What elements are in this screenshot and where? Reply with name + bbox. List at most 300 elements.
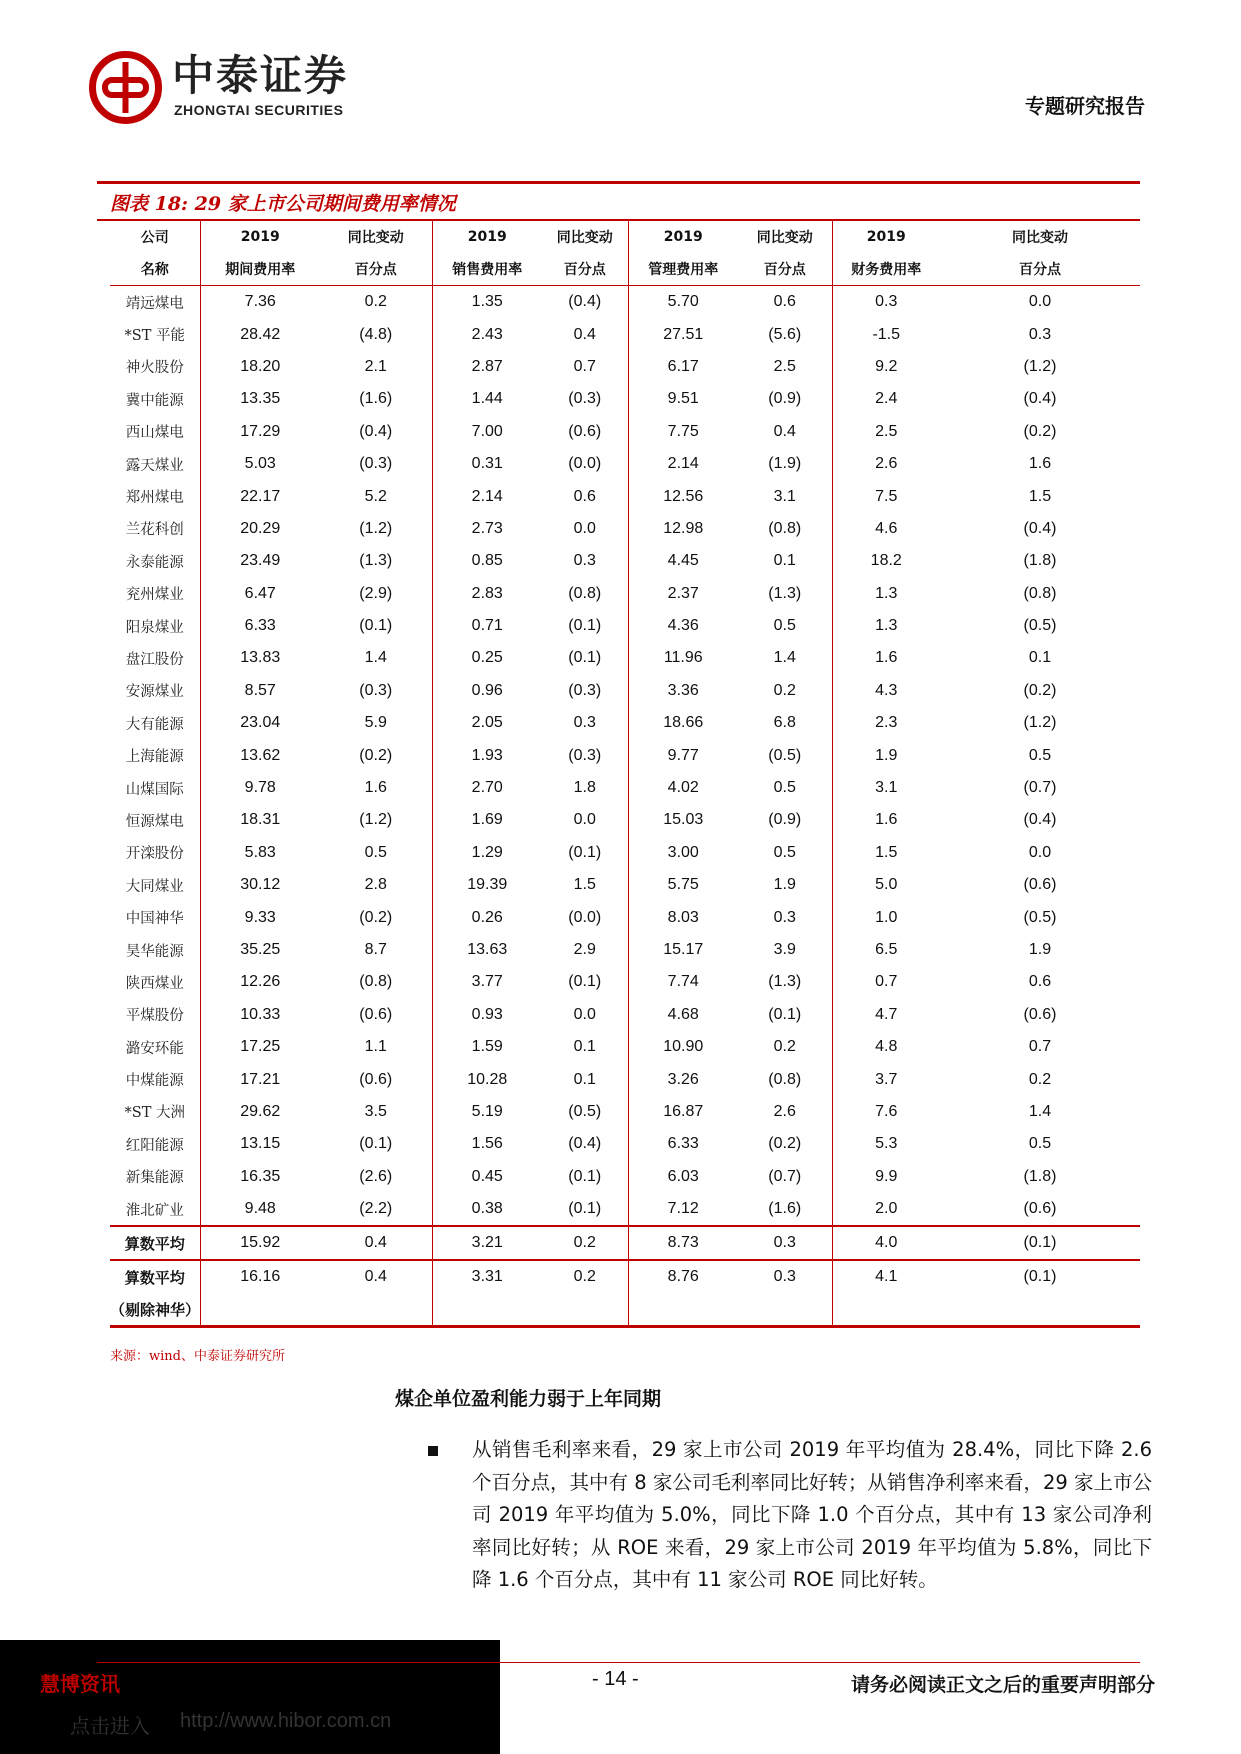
figure-source: 来源：wind、中泰证券研究所 [110,1349,285,1364]
table-cell: 0.2 [773,1038,796,1056]
table-cell: 0.2 [364,293,387,311]
table-cell: 0.5 [1028,746,1052,764]
watermark-name: 慧博资讯 [40,1672,120,1696]
table-cell: 4.8 [832,1031,940,1063]
table-cell: (0.6) [1023,876,1057,894]
table-cell: 3.5 [364,1102,387,1120]
table-row [110,1063,1140,1095]
table-cell: 1.9 [1028,941,1052,958]
average-cell: 0.3 [738,1226,832,1260]
table-cell: 1.29 [432,837,542,869]
company-name-cell: 露天煤业 [125,457,184,474]
table-cell: (0.2) [359,746,393,764]
company-name-cell: 平煤股份 [125,1008,184,1025]
table-cell: (0.6) [1023,1005,1057,1023]
table-cell: (2.9) [359,584,393,602]
table-cell: 6.33 [200,610,320,642]
table-row [110,772,1140,804]
table-cell: 4.6 [832,513,940,545]
table-cell: 1.6 [832,642,940,674]
table-row [110,901,1140,933]
table-cell: 0.45 [432,1161,542,1193]
company-name-cell: *ST 大洲 [124,1105,185,1122]
table-cell: 1.9 [832,739,940,771]
table-cell: 0.6 [773,293,796,311]
table-header-row-2 [110,253,1140,286]
table-cell: 18.20 [200,351,320,383]
table-cell: 3.36 [628,675,738,707]
table-cell: 2.0 [832,1193,940,1226]
table-cell: 9.9 [832,1161,940,1193]
table-cell: 8.57 [200,675,320,707]
table-cell: -1.5 [832,318,940,350]
table-cell: 1.9 [773,876,796,894]
table-cell: 6.8 [773,714,796,732]
header-cell: 2019 [832,221,940,253]
table-cell: (0.3) [359,455,393,473]
table-cell: 0.5 [773,779,796,797]
table-cell: (0.8) [359,973,393,991]
table-cell: 9.48 [200,1193,320,1226]
table-cell: 2.70 [432,772,542,804]
table-header-row-1 [110,221,1140,253]
table-cell: 2.87 [432,351,542,383]
table-cell: (5.6) [768,325,802,343]
table-cell: 2.5 [832,416,940,448]
table-cell: 0.1 [773,552,796,570]
table-cell: (0.1) [359,617,393,635]
footer-notice: 请务必阅读正文之后的重要声明部分 [850,1674,1155,1696]
table-cell: (0.8) [1023,584,1057,602]
table-cell: (0.1) [568,843,602,861]
page-number: - 14 - [592,1668,639,1690]
table-cell: 17.25 [200,1031,320,1063]
table-cell: 1.35 [432,286,542,319]
table-cell: 0.0 [1028,293,1052,311]
table-cell: 1.1 [364,1038,387,1056]
header-cell: 百分点 [542,253,628,286]
table-cell: 2.3 [832,707,940,739]
table-cell: 0.96 [432,675,542,707]
table-row [110,675,1140,707]
table-cell: (1.2) [359,519,393,537]
table-cell: 1.8 [573,779,596,797]
table-cell: (1.2) [359,811,393,829]
table-cell: 7.00 [432,416,542,448]
table-cell: 7.5 [832,480,940,512]
average-ex-cell: (0.1) [1023,1268,1057,1286]
table-cell: 1.44 [432,383,542,415]
table-cell: 9.33 [200,901,320,933]
table-cell: 0.2 [1028,1070,1052,1088]
table-cell: 12.26 [200,966,320,998]
table-row [110,1031,1140,1063]
table-cell: 2.14 [628,448,738,480]
company-name-cell: 兖州煤业 [125,587,184,604]
header-cell: 2019 [628,221,738,253]
table-cell: 19.39 [432,869,542,901]
table-cell: 5.75 [628,869,738,901]
table-cell: 5.83 [200,837,320,869]
average-row [110,1226,1140,1260]
table-cell: 0.3 [773,908,796,926]
table-cell: 23.04 [200,707,320,739]
company-name-cell: 淮北矿业 [125,1202,184,1219]
table-cell: 6.17 [628,351,738,383]
table-cell: 2.6 [773,1102,796,1120]
table-cell: (0.5) [1023,908,1057,926]
table-row [110,578,1140,610]
table-cell: 3.77 [432,966,542,998]
table-cell: 28.42 [200,318,320,350]
table-cell: 15.17 [628,934,738,966]
header-cell: 财务费用率 [832,253,940,286]
report-type: 专题研究报告 [1025,94,1145,118]
average-cell: 3.21 [432,1226,542,1260]
average-ex-cell: 16.16 [200,1260,320,1293]
table-row [110,707,1140,739]
table-cell: (1.9) [768,455,802,473]
company-name-cell: 潞安环能 [125,1040,184,1057]
table-cell: 5.03 [200,448,320,480]
average-label: 算数平均 [110,1226,200,1260]
company-name-cell: 靖远煤电 [125,295,184,312]
header-cell: 销售费用率 [432,253,542,286]
table-cell: (0.4) [1023,519,1057,537]
table-row [110,642,1140,674]
table-cell: (0.4) [568,1135,602,1153]
company-name-cell: 神火股份 [125,360,184,377]
table-cell: 0.71 [432,610,542,642]
table-cell: 3.00 [628,837,738,869]
header-cell: 2019 [200,221,320,253]
table-row [110,1161,1140,1193]
header-cell: 同比变动 [347,230,404,246]
table-cell: 0.3 [573,552,596,570]
company-name-cell: 西山煤电 [125,425,184,442]
average-ex-label: 算数平均 [124,1268,185,1287]
table-cell: 22.17 [200,480,320,512]
company-name-cell: 安源煤业 [125,684,184,701]
table-cell: (1.3) [768,973,802,991]
table-cell: (0.8) [568,584,602,602]
table-cell: 2.43 [432,318,542,350]
company-name-cell: 大同煤业 [125,878,184,895]
company-name-cell: 红阳能源 [125,1137,184,1154]
bullet-square-icon [428,1446,438,1456]
table-cell: 0.6 [1028,973,1052,991]
average-cell: (0.1) [940,1226,1140,1260]
table-cell: 13.15 [200,1128,320,1160]
table-cell: (1.3) [359,552,393,570]
company-name-cell: 中国神华 [125,911,184,928]
table-cell: 18.66 [628,707,738,739]
table-cell: 2.1 [364,357,387,375]
table-cell: 0.1 [573,1070,596,1088]
average-ex-note-row [110,1293,1140,1327]
table-cell: 3.9 [773,941,796,958]
table-cell: 13.62 [200,739,320,771]
average-ex-cell: 4.1 [832,1260,940,1293]
table-cell: 9.78 [200,772,320,804]
table-cell: (0.1) [568,1167,602,1185]
table-cell: 12.56 [628,480,738,512]
table-cell: (0.3) [568,390,602,408]
expense-ratio-table [110,221,1140,1328]
table-cell: 1.93 [432,739,542,771]
table-cell: (0.3) [568,746,602,764]
average-cell: 0.2 [542,1226,628,1260]
table-cell: 13.35 [200,383,320,415]
table-cell: 18.2 [832,545,940,577]
table-cell: 1.56 [432,1128,542,1160]
table-cell: (1.3) [768,584,802,602]
table-cell: 1.0 [832,901,940,933]
table-cell: (2.2) [359,1200,393,1218]
table-cell: 0.0 [573,1005,596,1023]
table-cell: 9.51 [628,383,738,415]
table-cell: (0.4) [359,422,393,440]
table-cell: 0.5 [1028,1135,1052,1153]
table-cell: (0.5) [1023,617,1057,635]
table-cell: 3.1 [832,772,940,804]
average-ex-cell: 0.2 [573,1268,596,1286]
zhongtai-logo-icon [88,50,163,125]
table-cell: 1.3 [832,610,940,642]
table-cell: 0.31 [432,448,542,480]
table-cell: (0.4) [1023,811,1057,829]
table-cell: 7.6 [832,1096,940,1128]
table-row [110,480,1140,512]
table-cell: 5.0 [832,869,940,901]
table-cell: 29.62 [200,1096,320,1128]
average-ex-cell: 0.3 [773,1268,796,1286]
figure-title: 图表 18: 29 家上市公司期间费用率情况 [110,193,456,215]
table-cell: (0.0) [568,455,602,473]
table-cell: 6.33 [628,1128,738,1160]
table-cell: (0.1) [768,1005,802,1023]
company-name-cell: 开滦股份 [125,846,184,863]
table-cell: 7.74 [628,966,738,998]
header-cell: 管理费用率 [628,253,738,286]
table-cell: 0.3 [573,714,596,732]
table-cell: 6.5 [832,934,940,966]
table-cell: 0.4 [773,422,796,440]
table-cell: (0.0) [568,908,602,926]
table-cell: 5.3 [832,1128,940,1160]
table-cell: 0.1 [573,1038,596,1056]
table-cell: 18.31 [200,804,320,836]
table-row [110,966,1140,998]
table-cell: (0.1) [568,649,602,667]
table-cell: (0.7) [1023,779,1057,797]
table-cell: 1.5 [832,837,940,869]
table-cell: 3.1 [773,487,796,505]
company-name-cell: 永泰能源 [125,554,184,571]
table-cell: 0.85 [432,545,542,577]
table-cell: 2.4 [832,383,940,415]
table-row [110,448,1140,480]
header-cell: 百分点 [320,253,432,286]
table-cell: (1.8) [1023,552,1057,570]
table-row [110,934,1140,966]
table-cell: 0.0 [573,519,596,537]
header-cell: 百分点 [738,253,832,286]
brand-name-cn: 中泰证券 [172,51,349,100]
table-cell: 5.70 [628,286,738,319]
table-cell: 13.83 [200,642,320,674]
table-cell: 17.21 [200,1063,320,1095]
table-cell: 0.7 [573,357,596,375]
table-row [110,351,1140,383]
table-cell: (0.1) [568,1200,602,1218]
section-heading: 煤企单位盈利能力弱于上年同期 [395,1388,662,1410]
table-cell: 0.5 [364,843,387,861]
table-cell: 2.9 [573,941,596,958]
table-cell: 16.87 [628,1096,738,1128]
table-row [110,416,1140,448]
table-row [110,1193,1140,1226]
table-cell: (2.6) [359,1167,393,1185]
figure-top-rule [97,181,1140,184]
average-ex-cell: 0.4 [364,1268,387,1286]
average-cell: 8.73 [628,1226,738,1260]
table-cell: 1.4 [773,649,796,667]
table-cell: 5.2 [364,487,387,505]
header-cell: 2019 [432,221,542,253]
table-cell: 5.19 [432,1096,542,1128]
table-cell: 0.4 [573,325,596,343]
table-cell: 2.14 [432,480,542,512]
table-row [110,837,1140,869]
table-cell: 2.5 [773,357,796,375]
header-cell: 名称 [110,253,200,286]
table-cell: 7.75 [628,416,738,448]
table-cell: (0.4) [568,293,602,311]
table-cell: 1.59 [432,1031,542,1063]
table-cell: 9.77 [628,739,738,771]
table-cell: (0.3) [568,681,602,699]
table-row [110,1128,1140,1160]
company-name-cell: 冀中能源 [125,392,184,409]
table-cell: (0.6) [568,422,602,440]
table-row [110,1096,1140,1128]
table-cell: 10.33 [200,999,320,1031]
table-cell: 2.05 [432,707,542,739]
table-cell: (0.2) [359,908,393,926]
table-cell: 10.28 [432,1063,542,1095]
brand-name-en: ZHONGTAI SECURITIES [174,102,344,118]
table-cell: 2.83 [432,578,542,610]
table-cell: 27.51 [628,318,738,350]
table-body [110,286,1140,1227]
table-cell: 1.4 [364,649,387,667]
table-cell: 2.73 [432,513,542,545]
table-cell: 1.5 [573,876,596,894]
table-cell: (0.3) [359,681,393,699]
table-cell: 0.7 [1028,1038,1052,1056]
table-cell: (0.8) [768,519,802,537]
table-cell: 1.3 [832,578,940,610]
table-cell: 5.9 [364,714,387,732]
table-cell: 6.03 [628,1161,738,1193]
company-name-cell: 阳泉煤业 [125,619,184,636]
table-cell: 3.26 [628,1063,738,1095]
footer-rule [97,1662,1140,1663]
table-cell: (4.8) [359,325,393,343]
table-cell: 1.6 [364,779,387,797]
average-ex-cell: 3.31 [432,1260,542,1293]
table-cell: (0.5) [768,746,802,764]
header-cell: 同比变动 [556,230,613,246]
table-cell: 0.3 [832,286,940,319]
table-cell: 30.12 [200,869,320,901]
table-cell: 15.03 [628,804,738,836]
table-cell: 0.26 [432,901,542,933]
table-cell: (0.1) [568,617,602,635]
table-row [110,869,1140,901]
table-cell: (0.1) [359,1135,393,1153]
section-paragraph: 从销售毛利率来看，29 家上市公司 2019 年平均值为 28.4%，同比下降 2.6 个百分点，其中有 8 家公司毛利率同比好转；从销售净利率来看，29 家上市公司 2019 年平均值为 5.0%，同比下降 1.0 个百分点，其中有 13 家公司净利率同比好转；从 ROE 来看，29 家上市公司 2019 年平均值为 5.8%，同比下降 1.6 个百分点，其中有 11 家公司 ROE 同比好转。 [472,1438,1152,1591]
table-cell: 4.68 [628,999,738,1031]
table-cell: 0.25 [432,642,542,674]
average-ex-row [110,1260,1140,1293]
table-cell: (1.2) [1023,357,1057,375]
company-name-cell: 恒源煤电 [125,813,184,830]
table-cell: 0.5 [773,843,796,861]
table-cell: 0.38 [432,1193,542,1226]
table-cell: (0.2) [1023,681,1057,699]
table-cell: (0.8) [768,1070,802,1088]
table-cell: 4.3 [832,675,940,707]
watermark-url-link[interactable]: http://www.hibor.com.cn [180,1710,392,1732]
table-row [110,739,1140,771]
table-cell: 2.37 [628,578,738,610]
table-cell: 4.02 [628,772,738,804]
table-row [110,804,1140,836]
watermark-click-link[interactable]: 点击进入 [70,1714,150,1738]
company-name-cell: 陕西煤业 [125,975,184,992]
table-cell: 16.35 [200,1161,320,1193]
average-cell: 15.92 [200,1226,320,1260]
table-cell: (1.6) [359,390,393,408]
average-ex-cell: 8.76 [628,1260,738,1293]
header-cell: 同比变动 [756,230,813,246]
header-cell: 公司 [140,230,169,246]
table-cell: (0.6) [359,1070,393,1088]
table-cell: 11.96 [628,642,738,674]
table-cell: (0.6) [359,1005,393,1023]
table-cell: 17.29 [200,416,320,448]
table-cell: 13.63 [432,934,542,966]
table-row [110,286,1140,319]
table-cell: 0.1 [1028,649,1052,667]
table-cell: 8.03 [628,901,738,933]
table-row [110,318,1140,350]
table-cell: (0.1) [568,973,602,991]
table-cell: (0.9) [768,390,802,408]
table-cell: 1.4 [1028,1102,1052,1120]
header-cell: 百分点 [940,253,1140,286]
company-name-cell: 上海能源 [125,749,184,766]
table-cell: 4.45 [628,545,738,577]
table-row [110,513,1140,545]
table-cell: (0.5) [568,1102,602,1120]
average-cell: 4.0 [832,1226,940,1260]
table-cell: 6.47 [200,578,320,610]
table-cell: 12.98 [628,513,738,545]
table-cell: 0.7 [832,966,940,998]
